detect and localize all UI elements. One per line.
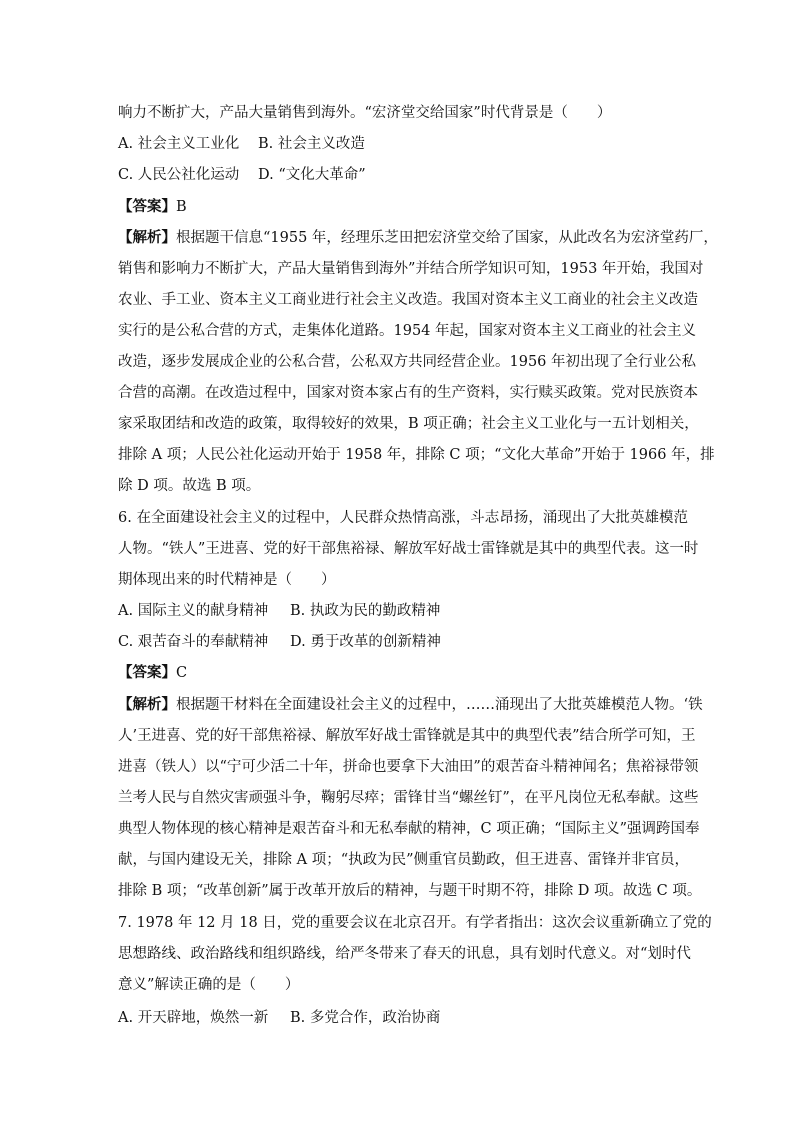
q5-option-a: A. 社会主义工业化 xyxy=(118,136,240,152)
q6-option-a: A. 国际主义的献身精神 xyxy=(118,603,269,619)
q6-answer-label: 【答案】 xyxy=(118,664,176,681)
q5-analysis-line-1: 【解析】根据题干信息“1955 年，经理乐芝田把宏济堂交给了国家，从此改名为宏济堂药厂， xyxy=(118,229,718,246)
q6-answer xyxy=(118,663,187,683)
q7-stem-line-2: 思想路线、政治路线和组织路线，给严冬带来了春天的讯息，具有划时代意义。对“划时代 xyxy=(118,946,691,962)
q6-options-row-1 xyxy=(118,601,440,621)
q6-analysis-line-4: 兰考人民与自然灾害顽强斗争，鞠躬尽瘁；雷锋甘当“螺丝钉”，在平凡岗位无私奉献。这些 xyxy=(118,790,699,806)
q5-analysis-line-4: 实行的是公私合营的方式，走集体化道路。1954 年起，国家对资本主义工商业的社会主义 xyxy=(118,323,697,339)
q7-option-a: A. 开天辟地，焕然一新 xyxy=(118,1010,269,1026)
q5-answer-value: B xyxy=(176,199,187,215)
q6-analysis-line-1: 【解析】根据题干材料在全面建设社会主义的过程中，……涌现出了大批英雄模范人物。‘铁 xyxy=(118,696,703,713)
q6-option-d: D. 勇于改革的创新精神 xyxy=(290,634,441,650)
q5-option-b: B. 社会主义改造 xyxy=(258,136,365,152)
q5-analysis-line-8: 排除 A 项；人民公社化运动开始于 1958 年，排除 C 项；“文化大革命”开始于 1966 年，排 xyxy=(118,447,715,463)
q5-options-row-2 xyxy=(118,165,366,185)
q7-stem-line-3: 意义”解读正确的是（ ） xyxy=(118,977,300,993)
q6-option-c: C. 艰苦奋斗的奉献精神 xyxy=(118,634,269,650)
q5-analysis-line-2: 销售和影响力不断扩大，产品大量销售到海外”并结合所学知识可知，1953 年开始，我国对 xyxy=(118,261,704,277)
q6-analysis-line-2: 人’王进喜、党的好干部焦裕禄、解放军好战士雷锋就是其中的典型代表”结合所学可知，王 xyxy=(118,728,696,744)
q5-stem-tail: 响力不断扩大，产品大量销售到海外。“宏济堂交给国家”时代背景是（ ） xyxy=(118,105,612,121)
q5-analysis-line-9: 除 D 项。故选 B 项。 xyxy=(118,478,261,494)
q6-analysis-label: 【解析】 xyxy=(118,696,176,713)
q5-analysis-line-3: 农业、手工业、资本主义工商业进行社会主义改造。我国对资本主义工商业的社会主义改造 xyxy=(118,292,698,308)
q6-analysis-line-7: 排除 B 项；“改革创新”属于改革开放后的精神，与题干时期不符，排除 D 项。故选 C 项。 xyxy=(118,883,702,899)
q6-analysis-line-6: 献，与国内建设无关，排除 A 项；“执政为民”侧重官员勤政，但王进喜、雷锋并非官员， xyxy=(118,852,690,868)
q5-analysis-line-7: 家采取团结和改造的政策，取得较好的效果，B 项正确；社会主义工业化与一五计划相关， xyxy=(118,416,699,432)
q5-options-row-1 xyxy=(118,134,365,154)
q5-option-d: D. “文化大革命” xyxy=(258,167,366,183)
q6-stem-line-3: 期体现出来的时代精神是（ ） xyxy=(118,572,336,588)
q6-answer-value: C xyxy=(176,665,188,681)
q5-answer xyxy=(118,197,187,217)
q5-option-c: C. 人民公社化运动 xyxy=(118,167,240,183)
q6-option-b: B. 执政为民的勤政精神 xyxy=(290,603,441,619)
q6-analysis-line-3: 进喜（铁人）以“宁可少活二十年，拼命也要拿下大油田”的艰苦奋斗精神闻名；焦裕禄带领 xyxy=(118,759,699,775)
q6-stem-line-1: 6. 在全面建设社会主义的过程中，人民群众热情高涨，斗志昂扬，涌现出了大批英雄模范 xyxy=(118,510,688,526)
q5-analysis-label: 【解析】 xyxy=(118,229,176,246)
q5-analysis-line-6: 合营的高潮。在改造过程中，国家对资本家占有的生产资料，实行赎买政策。党对民族资本 xyxy=(118,385,698,401)
q7-stem-line-1: 7. 1978 年 12 月 18 日，党的重要会议在北京召开。有学者指出：这次会议重新确立了党的 xyxy=(118,915,712,931)
q5-analysis-line-5: 改造，逐步发展成企业的公私合营，公私双方共同经营企业。1956 年初出现了全行业公私 xyxy=(118,354,697,370)
q6-stem-line-2: 人物。“铁人”王进喜、党的好干部焦裕禄、解放军好战士雷锋就是其中的典型代表。这一时 xyxy=(118,541,699,557)
q7-option-b: B. 多党合作，政治协商 xyxy=(290,1010,441,1026)
q5-answer-label: 【答案】 xyxy=(118,198,176,215)
q7-options-row-1 xyxy=(118,1008,440,1028)
q6-analysis-line-5: 典型人物体现的核心精神是艰苦奋斗和无私奉献的精神，C 项正确；“国际主义”强调跨国奉 xyxy=(118,821,700,837)
q6-options-row-2 xyxy=(118,632,441,652)
